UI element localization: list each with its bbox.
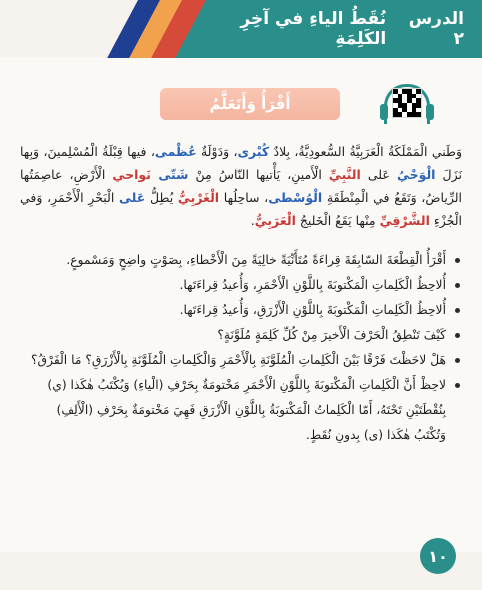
red-word: الْغَرْبِيُّ — [177, 190, 220, 205]
list-item-continued: بِنُقْطَتَيْنِ تَحْتَهُ، أَمّا الْكَلِماتُ الْمَكْتوبَةُ بِاللَّوْنِ الْأَزْرَقِ فَهِيَ مَخْتومَةٌ بِحَرْفِ (الْأَلِفِ) — [56, 403, 446, 417]
paragraph-text: الْبَحْرِ الْأَحْمَرِ، وَفي — [20, 190, 120, 205]
red-word: الشَّرْقِيِّ — [379, 213, 430, 228]
qr-code-icon[interactable] — [392, 88, 422, 118]
list-item: أُلاحِظُ الْكَلِماتِ الْمَكْتوبَةَ بِاللَّوْنِ الْأَحْمَرِ، وَأُعيدُ قِراءَتَها. — [20, 273, 462, 298]
footer-band — [0, 552, 482, 590]
blue-word: شَتّى — [158, 167, 189, 182]
list-item: هَلْ لاحَظْتَ فَرْقًا بَيْنَ الْكَلِماتِ الْمُلَوَّنَةِ بِالْأَحْمَرِ وَالْكَلِماتِ الْمُلَوَّنَةِ بِالْأَزْرَقِ؟ مَا الْفَرْقُ؟ — [20, 348, 462, 373]
paragraph-text: ، فيها قِبْلَةُ الْمُسْلِمينَ، — [43, 144, 155, 159]
page-number: ١٠ — [428, 546, 448, 566]
lesson-title-row — [200, 10, 464, 48]
paragraph-text: وَبِها نَزَلَ — [20, 144, 462, 182]
blue-word: عَلى — [119, 190, 146, 205]
paragraph-text: عَلى — [360, 167, 397, 182]
paragraph-text: الْأَرْضِ، عاصِمَتُها — [20, 167, 113, 182]
list-item: لاحِظْ أَنَّ الْكَلِماتِ الْمَكْتوبَةَ بِاللَّوْنِ الْأَحْمَرِ مَخْتومَةٌ بِحَرْفِ (الْياءِ) وَيُكْتَبُ هٰكَذا (ي) — [20, 373, 462, 398]
paragraph-text: الْجُزْءِ — [429, 213, 462, 228]
blue-word: الْوَحْيُ — [396, 167, 436, 182]
page-number-badge — [420, 538, 456, 574]
list-item: أُلاحِظُ الْكَلِماتِ الْمَكْتوبَةَ بِاللَّوْنِ الْأَزْرَقِ، وَأُعيدُ قِراءَتَها. — [20, 298, 462, 323]
paragraph-text: يُطِلُّ — [145, 190, 178, 205]
red-word: نَواحي — [112, 167, 159, 182]
paragraph-text: وَطَني الْمَمْلَكَةُ الْعَرَبِيَّةُ السُّعودِيَّةُ، بِلادٌ — [269, 144, 462, 159]
list-item-continued: وَتُكْتَبُ هٰكَذا (ى) بِدونِ نُقَطٍ. — [305, 428, 446, 442]
read-and-learn-label: أَقْرَأُ وَأَتَعَلَّمُ — [209, 95, 291, 113]
list-item: كَيْفَ تَنْطِقُ الْحَرْفَ الْأَخيرَ مِنْ كُلِّ كَلِمَةٍ مُلَوَّنَةٍ؟ — [20, 323, 462, 348]
lesson-title: نُقَطُ الياءِ في آخِرِ الكَلِمَةِ — [240, 9, 387, 49]
paragraph-text: . — [250, 213, 255, 228]
red-word: النَّبِيِّ — [328, 167, 361, 182]
read-and-learn-heading — [160, 88, 340, 120]
blue-word: عُظْمى — [154, 144, 197, 159]
headphone-ear-right-icon — [426, 104, 434, 120]
instructions-list — [20, 248, 462, 448]
reading-paragraph — [20, 140, 462, 232]
paragraph-text: مِنْها يَقَعُ الْخَليجُ — [295, 213, 380, 228]
lesson-label: الدرس ٢ — [408, 9, 464, 49]
paragraph-text: ، ساحِلُها — [219, 190, 269, 205]
blue-word: كُبْرى — [237, 144, 270, 159]
list-item: أَقْرَأُ الْقِطْعَةَ السّابِقَةَ قِراءَةً مُتَأَنِّيَةً خالِيَةً مِنَ الْأَخْطاءِ، بِصَوْتٍ واضِحٍ وَمَسْموعٍ. — [20, 248, 462, 273]
blue-word: الْوُسْطى — [268, 190, 323, 205]
paragraph-text: الرِّياضُ، وَتَقَعُ في الْمِنْطَقَةِ — [322, 190, 463, 205]
headphone-ear-left-icon — [380, 104, 388, 120]
paragraph-text: الْأَمينِ، يَأْتيها النّاسُ مِنْ — [188, 167, 329, 182]
paragraph-text: ، وَدَوْلَةٌ — [196, 144, 238, 159]
red-word: الْعَرَبِيُّ — [254, 213, 296, 228]
